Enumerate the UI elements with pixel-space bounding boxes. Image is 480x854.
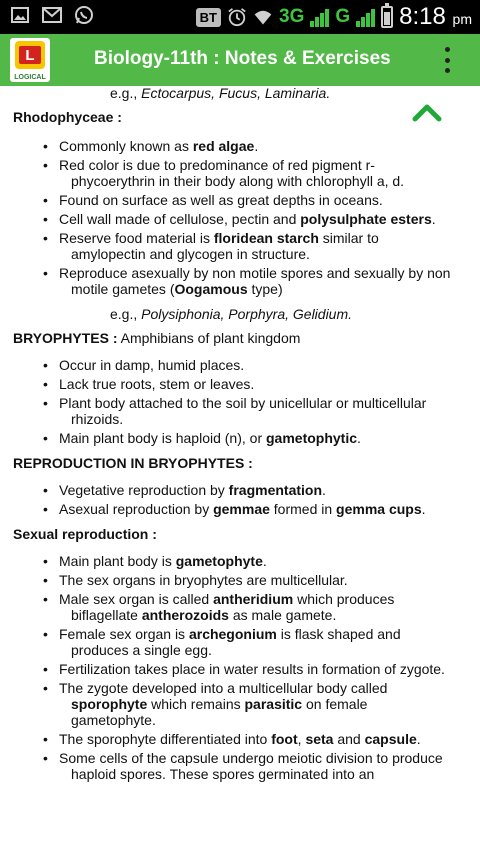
list-item: • Occur in damp, humid places. xyxy=(0,357,480,373)
signal-icon-2 xyxy=(356,7,375,27)
list-item: • Plant body attached to the soil by unicellular or multicellular rhizoids. xyxy=(0,395,480,427)
image-icon xyxy=(10,6,30,24)
list-item: • Vegetative reproduction by fragmentation. xyxy=(0,482,480,498)
alarm-icon xyxy=(227,8,247,26)
list-item: • Red color is due to predominance of red pigment r- phycoerythrin in their body along with chlorophyll a, d. xyxy=(0,157,480,189)
network-3g-label: 3G xyxy=(279,6,305,27)
scroll-up-icon[interactable] xyxy=(411,100,443,124)
list-item: • Some cells of the capsule undergo meiotic division to produce haploid spores. These spores germinated into an xyxy=(0,750,480,782)
battery-icon xyxy=(381,6,393,28)
network-g-label: G xyxy=(335,6,351,27)
logo-text: LOGICAL xyxy=(14,74,46,81)
list-item: • Asexual reproduction by gemmae formed in gemma cups. xyxy=(0,501,480,517)
status-bar xyxy=(0,0,480,34)
logo-letter: L xyxy=(19,46,41,64)
bryophytes-list xyxy=(0,357,480,446)
example-line-rhodophyceae: e.g., Polysiphonia, Porphyra, Gelidium. xyxy=(110,306,353,322)
list-item: • Fertilization takes place in water results in formation of zygote. xyxy=(0,661,480,677)
list-item: • The sex organs in bryophytes are multicellular. xyxy=(0,572,480,588)
notes-content[interactable] xyxy=(0,86,480,790)
list-item: • Main plant body is gametophyte. xyxy=(0,553,480,569)
bt-badge: BT xyxy=(196,8,221,27)
example-line-phaeophyceae: e.g., Ectocarpus, Fucus, Laminaria. xyxy=(110,86,331,101)
list-item: • Male sex organ is called antheridium which produces biflagellate antherozoids as male gamete. xyxy=(0,591,480,623)
list-item: • Reserve food material is floridean starch similar to amylopectin and glycogen in structure. xyxy=(0,230,480,262)
app-logo[interactable] xyxy=(10,38,50,82)
list-item: • Found on surface as well as great depths in oceans. xyxy=(0,192,480,208)
list-item: • Lack true roots, stem or leaves. xyxy=(0,376,480,392)
rhodophyceae-list xyxy=(0,138,480,297)
sexual-reproduction-list xyxy=(0,553,480,782)
list-item: • Main plant body is haploid (n), or gametophytic. xyxy=(0,430,480,446)
overflow-menu-icon[interactable] xyxy=(436,42,458,78)
list-item: • Reproduce asexually by non motile spores and sexually by non motile gametes (Oogamous type) xyxy=(0,265,480,297)
app-bar xyxy=(0,34,480,86)
heading-rhodophyceae: Rhodophyceae : xyxy=(13,109,122,125)
app-title: Biology-11th : Notes & Exercises xyxy=(94,48,391,69)
clock: 8:18 pm xyxy=(399,3,472,30)
heading-bryophytes: BRYOPHYTES : Amphibians of plant kingdom xyxy=(13,330,301,346)
heading-sexual-reproduction: Sexual reproduction : xyxy=(13,526,157,542)
signal-icon xyxy=(310,7,329,27)
reproduction-list xyxy=(0,482,480,517)
heading-reproduction: REPRODUCTION IN BRYOPHYTES : xyxy=(13,455,253,471)
list-item: • Cell wall made of cellulose, pectin and polysulphate esters. xyxy=(0,211,480,227)
list-item: • The sporophyte differentiated into foot, seta and capsule. xyxy=(0,731,480,747)
wifi-icon xyxy=(253,8,273,26)
gmail-icon xyxy=(42,6,62,24)
list-item: • Female sex organ is archegonium is flask shaped and produces a single egg. xyxy=(0,626,480,658)
list-item: • The zygote developed into a multicellular body called sporophyte which remains parasitic on female gametophyte. xyxy=(0,680,480,728)
whatsapp-icon xyxy=(74,6,94,24)
list-item: • Commonly known as red algae. xyxy=(0,138,480,154)
